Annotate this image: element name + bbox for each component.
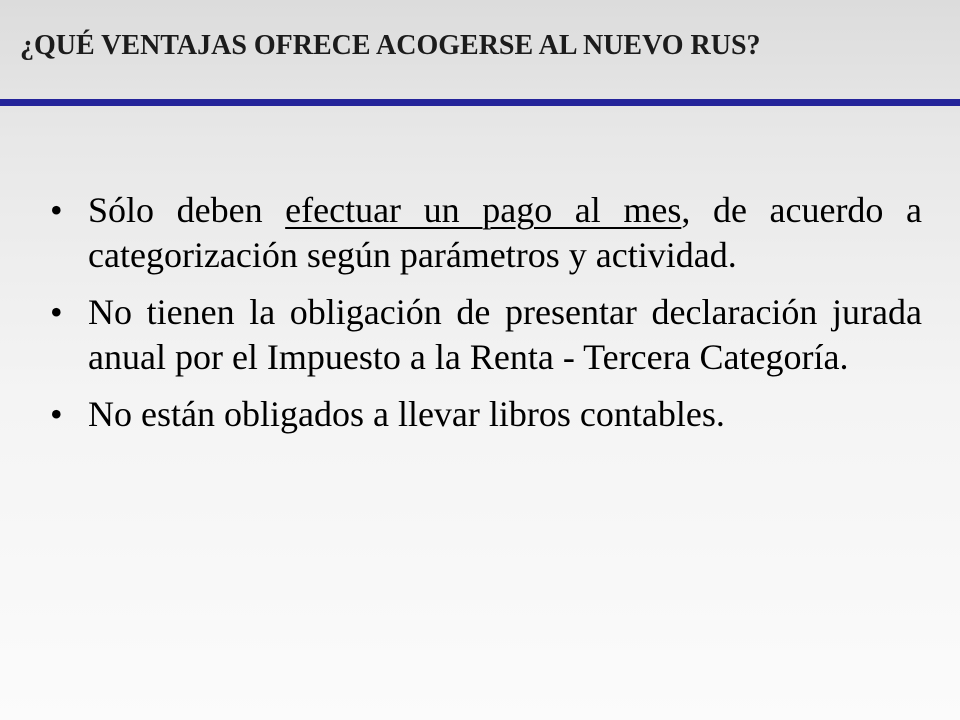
title-divider xyxy=(0,99,960,106)
bullet-item-2 xyxy=(50,290,922,380)
bullet-1-underlined-text: efectuar un pago al mes xyxy=(285,190,682,230)
bullet-item-1 xyxy=(50,188,922,278)
bullet-dot: • xyxy=(50,394,63,434)
slide-title: ¿QUÉ VENTAJAS OFRECE ACOGERSE AL NUEVO RUS? xyxy=(20,30,761,61)
bullet-dot: • xyxy=(50,292,63,332)
bullet-3-text: No están obligados a llevar libros contables. xyxy=(88,394,725,434)
bullet-item-3 xyxy=(50,392,922,437)
bullet-list xyxy=(50,188,922,449)
bullet-2-text: No tienen la obligación de presentar declaración jurada anual por el Impuesto a la Renta - Tercera Categoría. xyxy=(88,292,922,377)
bullet-1-text-end: , de acuerdo a categorización según parámetros y actividad. xyxy=(88,190,923,275)
bullet-dot: • xyxy=(50,190,63,230)
bullet-1-text-start: Sólo deben xyxy=(88,190,286,230)
